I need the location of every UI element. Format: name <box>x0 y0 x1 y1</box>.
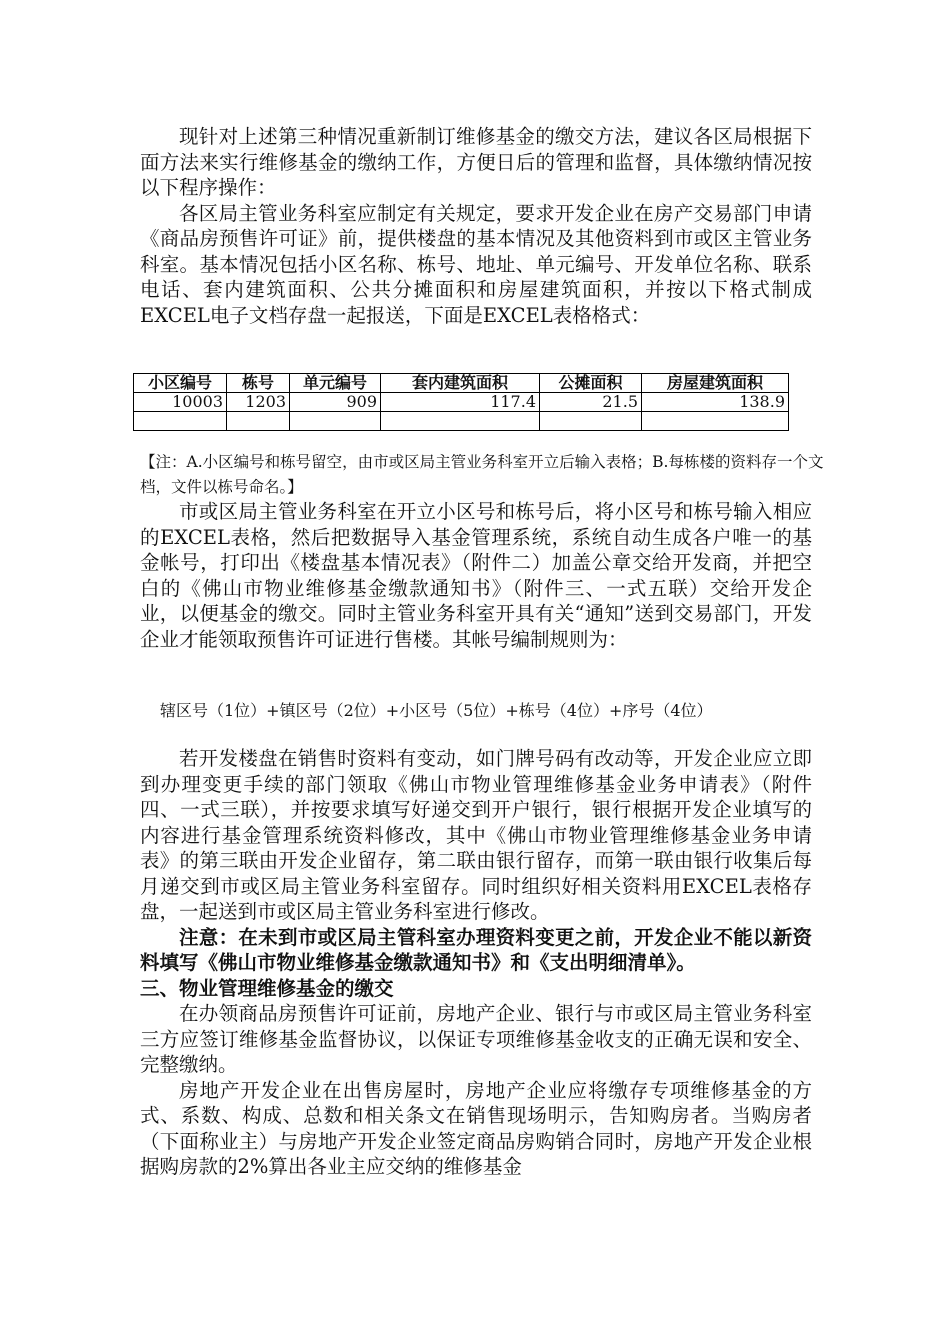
table-header-cell: 栋号 <box>227 374 290 393</box>
table-cell: 21.5 <box>540 393 642 412</box>
table-cell <box>381 412 540 431</box>
intro-section <box>140 124 812 328</box>
account-section <box>140 499 812 652</box>
paragraph-intro: 现针对上述第三种情况重新制订维修基金的缴交方法，建议各区局根据下面方法来实行维修基金的缴纳工作，方便日后的管理和监督，具体缴纳情况按以下程序操作： <box>140 125 812 199</box>
paragraph-requirements: 各区局主管业务科室应制定有关规定，要求开发企业在房产交易部门申请《商品房预售许可证》前，提供楼盘的基本情况及其他资料到市或区主管业务科室。基本情况包括小区名称、栋号、地址、单元编号、开发单位名称、联系电话、套内建筑面积、公共分摊面积和房屋建筑面积，并按以下格式制成EXCEL电子文档存盘一起报送，下面是EXCEL表格格式： <box>140 201 812 327</box>
table-cell: 117.4 <box>381 393 540 412</box>
excel-format-table <box>133 373 789 431</box>
table-header-row <box>134 374 789 393</box>
table-row <box>134 412 789 431</box>
table-cell <box>540 412 642 431</box>
paragraph-change: 若开发楼盘在销售时资料有变动，如门牌号码有改动等，开发企业应立即到办理变更手续的部门领取《佛山市物业管理维修基金业务申请表》（附件四、一式三联），并按要求填写好递交到开户银行，银行根据开发企业填写的内容进行基金管理系统资料修改，其中《佛山市物业管理维修基金业务申请表》的第三联由开发企业留存，第二联由银行留存，而第一联由银行收集后每月递交到市或区局主管业务科室留存。同时组织好相关资料用EXCEL表格存盘，一起送到市或区局主管业务科室进行修改。 <box>140 747 812 923</box>
table-cell: 138.9 <box>642 393 789 412</box>
table-header-cell: 公摊面积 <box>540 374 642 393</box>
table-header-cell: 小区编号 <box>134 374 227 393</box>
table-cell <box>134 412 227 431</box>
table-cell <box>227 412 290 431</box>
account-rule: 辖区号（1位）+镇区号（2位）+小区号（5位）+栋号（4位）+序号（4位） <box>160 701 713 720</box>
table-cell: 1203 <box>227 393 290 412</box>
paragraph-agreement: 在办领商品房预售许可证前，房地产企业、银行与市或区局主管业务科室三方应签订维修基金监督协议，以保证专项维修基金收支的正确无误和安全、完整缴纳。 <box>140 1002 812 1076</box>
attention-paragraph: 注意：在未到市或区局主管科室办理资料变更之前，开发企业不能以新资料填写《佛山市物业维修基金缴款通知书》和《支出明细清单》。 <box>140 925 812 974</box>
table-cell <box>642 412 789 431</box>
table-header-cell: 套内建筑面积 <box>381 374 540 393</box>
section-title: 三、物业管理维修基金的缴交 <box>140 976 394 1000</box>
table-cell <box>290 412 381 431</box>
paragraph-sales: 房地产开发企业在出售房屋时，房地产企业应将缴存专项维修基金的方式、系数、构成、总数和相关条文在销售现场明示，告知购房者。当购房者（下面称业主）与房地产开发企业签定商品房购销合同时，房地产开发企业根据购房款的2%算出各业主应交纳的维修基金 <box>140 1078 812 1178</box>
table-note: 【注：A.小区编号和栋号留空，由市或区局主管业务科室开立后输入表格；B.每栋楼的资料存一个文档，文件以栋号命名。】 <box>140 453 824 496</box>
table-cell: 909 <box>290 393 381 412</box>
table-header-cell: 单元编号 <box>290 374 381 393</box>
paragraph-account: 市或区局主管业务科室在开立小区号和栋号后，将小区号和栋号输入相应的EXCEL表格，然后把数据导入基金管理系统，系统自动生成各户唯一的基金帐号，打印出《楼盘基本情况表》（附件二）加盖公章交给开发商，并把空白的《佛山市物业维修基金缴款通知书》（附件三、一式五联）交给开发企业，以便基金的缴交。同时主管业务科室开具有关“通知”送到交易部门，开发企业才能领取预售许可证进行售楼。其帐号编制规则为： <box>140 500 812 651</box>
table-header-cell: 房屋建筑面积 <box>642 374 789 393</box>
change-section <box>140 746 812 1180</box>
table-row <box>134 393 789 412</box>
table-cell: 10003 <box>134 393 227 412</box>
